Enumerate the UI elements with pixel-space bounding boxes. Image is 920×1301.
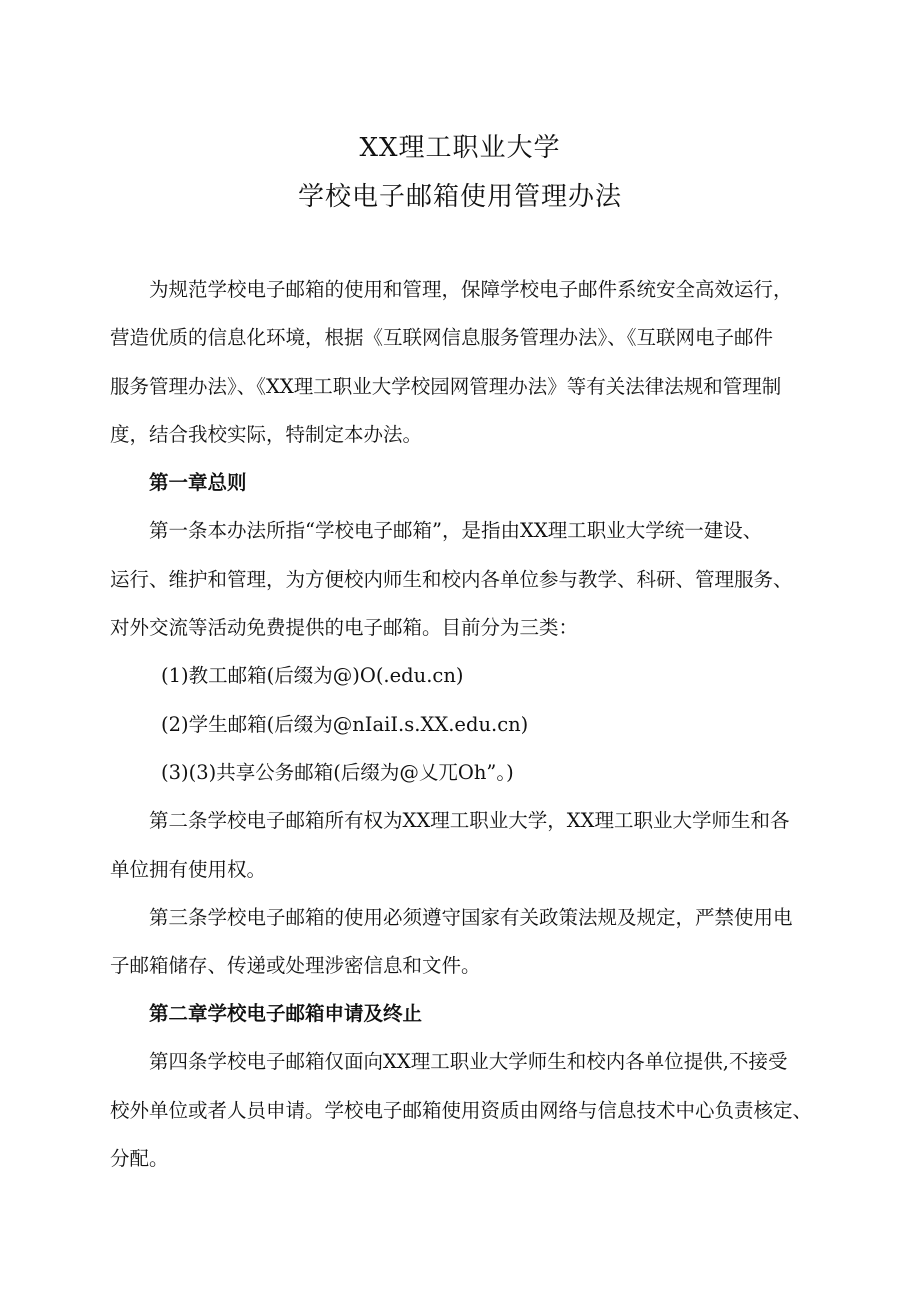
document-title: 学校电子邮箱使用管理办法 (297, 182, 622, 212)
chapter-2-heading: 第二章学校电子邮箱申请及终止 (149, 1002, 423, 1025)
chapter-1-heading: 第一章总则 (149, 471, 247, 494)
intro-line-4: 度，结合我校实际，特制定本办法。 (110, 423, 423, 446)
article-4-line-2: 校外单位或者人员申请。学校电子邮箱使用资质由网络与信息技术中心负责核定、 (110, 1099, 813, 1122)
article-3-line-2: 子邮箱储存、传递或处理涉密信息和文件。 (110, 954, 481, 977)
mailbox-type-staff: (1)教工邮箱(后缀为@)O(.edu.cn) (161, 664, 464, 687)
article-2-line-2: 单位拥有使用权。 (110, 858, 267, 881)
university-title: XX理工职业大学 (359, 133, 561, 163)
intro-line-1: 为规范学校电子邮箱的使用和管理，保障学校电子邮件系统安全高效运行， (149, 278, 793, 301)
article-3-line-1: 第三条学校电子邮箱的使用必须遵守国家有关政策法规及规定，严禁使用电 (149, 906, 793, 929)
intro-line-2: 营造优质的信息化环境，根据《互联网信息服务管理办法》、《互联网电子邮件 (110, 326, 774, 349)
article-1-line-1: 第一条本办法所指“学校电子邮箱”，是指由XX理工职业大学统一建设、 (149, 519, 763, 542)
intro-line-3: 服务管理办法》、《XX理工职业大学校园网管理办法》等有关法律法规和管理制 (110, 375, 782, 398)
article-2-line-1: 第二条学校电子邮箱所有权为XX理工职业大学，XX理工职业大学师生和各 (149, 809, 790, 832)
mailbox-type-shared: (3)(3)共享公务邮箱(后缀为@乂兀Oh”。) (161, 761, 514, 784)
article-4-line-1: 第四条学校电子邮箱仅面向XX理工职业大学师生和校内各单位提供,不接受 (149, 1050, 788, 1073)
article-1-line-3: 对外交流等活动免费提供的电子邮箱。目前分为三类： (110, 616, 579, 639)
article-4-line-3: 分配。 (110, 1147, 169, 1170)
mailbox-type-student: (2)学生邮箱(后缀为@nIaiI.s.XX.edu.cn) (161, 713, 529, 736)
article-1-line-2: 运行、维护和管理，为方便校内师生和校内各单位参与教学、科研、管理服务、 (110, 568, 793, 591)
